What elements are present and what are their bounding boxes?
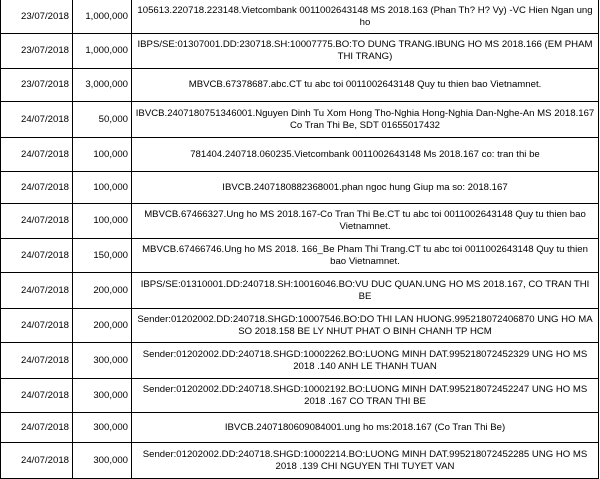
date-cell: 24/07/2018	[1, 379, 73, 413]
amount-cell: 200,000	[73, 309, 132, 343]
date-cell: 23/07/2018	[1, 69, 73, 102]
table-row	[1, 138, 599, 172]
description-text: 781404.240718.060235.Vietcombank 0011002643148 Ms 2018.167 co: tran thi be	[190, 148, 540, 160]
date-cell: 24/07/2018	[1, 309, 73, 343]
description-cell	[132, 239, 599, 273]
date-cell: 24/07/2018	[1, 273, 73, 309]
table-row	[1, 379, 599, 413]
description-text: MBVCB.67466746.Ung ho MS 2018. 166_Be Pham Thi Trang.CT tu abc toi 0011002643148 Quy tu thien bao Vietnamnet.	[142, 243, 588, 267]
amount-cell: 300,000	[73, 413, 132, 443]
description-text: Sender:01202002.DD:240718.SHGD:10002192.BO:LUONG MINH DAT.995218072452247 UNG HO MS 2018 .167 CO TRAN THI BE	[142, 383, 588, 407]
table-row	[1, 309, 599, 343]
table-row	[1, 172, 599, 204]
date-cell: 24/07/2018	[1, 204, 73, 239]
amount-cell: 150,000	[73, 239, 132, 273]
description-cell	[132, 343, 599, 379]
table-row	[1, 69, 599, 102]
date-cell: 24/07/2018	[1, 138, 73, 172]
description-text: Sender:01202002.DD:240718.SHGD:10002214.BO:LUONG MINH DAT.995218072452285 UNG HO MS 2018 .139 CHI NGUYEN THI TUYET VAN	[142, 448, 588, 472]
description-cell	[132, 273, 599, 309]
description-cell	[132, 102, 599, 138]
description-text: Sender:01202002.DD:240718.SHGD:10002262.BO:LUONG MINH DAT.995218072452329 UNG HO MS 2018 .140 ANH LE THANH TUAN	[142, 348, 588, 372]
date-cell: 24/07/2018	[1, 102, 73, 138]
description-cell	[132, 138, 599, 172]
description-text: Sender:01202002.DD:240718.SHGD:10007546.BO:DO THI LAN HUONG.995218072406870 UNG HO MA SO 2018.158 BE LY NHUT PHAT O BINH CHANH TP HCM	[137, 313, 593, 337]
amount-cell: 100,000	[73, 204, 132, 239]
date-cell: 24/07/2018	[1, 239, 73, 273]
amount-cell: 1,000,000	[73, 34, 132, 69]
amount-cell: 200,000	[73, 273, 132, 309]
table-row	[1, 273, 599, 309]
description-cell	[132, 204, 599, 239]
date-cell: 24/07/2018	[1, 172, 73, 204]
description-text: MBVCB.67378687.abc.CT tu abc toi 0011002643148 Quy tu thien bao Vietnamnet.	[188, 79, 542, 90]
description-cell	[132, 172, 599, 204]
description-text: 105613.220718.223148.Vietcombank 0011002643148 MS 2018.163 (Phan Th? H? Vy) -VC Hien Ngan ung ho	[137, 4, 593, 28]
table-row	[1, 0, 599, 34]
date-cell: 24/07/2018	[1, 413, 73, 443]
amount-cell: 3,000,000	[73, 69, 132, 102]
table-row	[1, 102, 599, 138]
table-row	[1, 343, 599, 379]
amount-cell: 100,000	[73, 138, 132, 172]
description-cell	[132, 443, 599, 479]
date-cell: 23/07/2018	[1, 0, 73, 34]
table-row	[1, 239, 599, 273]
description-cell	[132, 379, 599, 413]
description-cell	[132, 413, 599, 443]
description-text: MBVCB.67466327.Ung ho MS 2018.167-Co Tran Thi Be.CT tu abc toi 0011002643148 Quy tu thien bao Vietnamnet.	[144, 209, 586, 232]
description-cell	[132, 69, 599, 102]
description-text: IBPS/SE:01310001.DD:240718.SH:10016046.BO:VU DUC QUAN.UNG HO MS 2018.167, CO TRAN THI BE	[140, 278, 590, 302]
table-row	[1, 34, 599, 69]
amount-cell: 100,000	[73, 172, 132, 204]
description-text: IBPS/SE:01307001.DD:230718.SH:10007775.BO:TO DUNG TRANG.IBUNG HO MS 2018.166 (EM PHAM THI TRANG)	[137, 39, 593, 62]
description-text: IBVCB.2407180882368001.phan ngoc hung Giup ma so: 2018.167	[222, 181, 508, 193]
amount-cell: 1,000,000	[73, 0, 132, 34]
amount-cell: 300,000	[73, 379, 132, 413]
date-cell: 23/07/2018	[1, 34, 73, 69]
description-text: IBVCB.2407180751346001.Nguyen Dinh Tu Xom Hong Tho-Nghia Hong-Nghia Dan-Nghe-An MS 2018.167 Co Tran Thi Be, SDT 01655017432	[135, 107, 595, 131]
description-cell	[132, 34, 599, 69]
amount-cell: 50,000	[73, 102, 132, 138]
description-text: IBVCB.2407180609084001.ung ho ms:2018.167 (Co Tran Thi Be)	[224, 421, 506, 433]
description-cell	[132, 0, 599, 34]
date-cell: 24/07/2018	[1, 443, 73, 479]
amount-cell: 300,000	[73, 443, 132, 479]
date-cell: 24/07/2018	[1, 343, 73, 379]
amount-cell: 300,000	[73, 343, 132, 379]
donation-table-body	[1, 0, 599, 479]
table-row	[1, 443, 599, 479]
table-row	[1, 413, 599, 443]
description-cell	[132, 309, 599, 343]
table-row	[1, 204, 599, 239]
